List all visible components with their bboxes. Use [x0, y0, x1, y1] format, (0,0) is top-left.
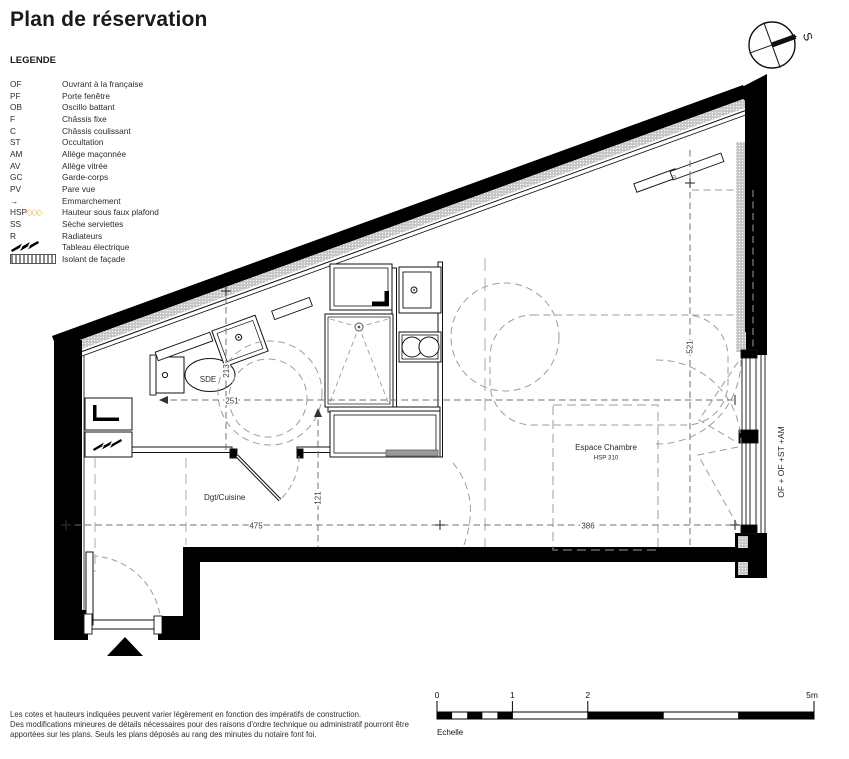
electrical-panel: [85, 432, 132, 457]
dim-label-475: 475: [249, 521, 263, 531]
dim-label-213: 213: [222, 364, 231, 378]
entry-jamb-right: [154, 616, 162, 634]
legend-label: Châssis coulissant: [62, 125, 131, 136]
jamb-insulation-bottom: [738, 562, 748, 575]
legend-label: Porte fenêtre: [62, 90, 110, 101]
legend-item: [10, 242, 240, 254]
window-type-label: OF + OF +ST +AM: [776, 426, 786, 498]
corner-box: [85, 398, 132, 430]
legend-abbr: R: [10, 230, 16, 241]
legend-label: Hauteur sous faux plafond: [62, 207, 159, 218]
room-label-bedroom: Espace Chambre: [575, 443, 637, 452]
turning-circle-center: [451, 283, 559, 391]
page-title: Plan de réservation: [10, 8, 208, 31]
radiator-2: [272, 297, 313, 319]
legend-item: [10, 195, 240, 207]
scale-tick-0: 0: [434, 690, 440, 700]
emmarchement-arrow-icon: →: [10, 195, 19, 206]
dim-arrow-251: [159, 396, 168, 404]
legend-item: [10, 207, 240, 219]
passage-swing: [453, 463, 470, 545]
legend-abbr: C: [10, 125, 16, 136]
legend-label: Emmarchement: [62, 195, 121, 206]
legend-label: Ouvrant à la française: [62, 78, 144, 89]
radiator-4: [670, 153, 724, 180]
dim-arrow-121: [314, 408, 322, 417]
dim-label-521: 521: [685, 340, 695, 354]
scale-tick-5m: 5m: [806, 690, 818, 700]
legend-abbr: GC: [10, 172, 23, 183]
window-top-block: [741, 350, 757, 358]
facade-insulation-icon: [10, 254, 56, 264]
legend-item: [10, 148, 240, 160]
legend-item: [10, 78, 240, 90]
entrance-arrow: [107, 637, 143, 656]
legend-label: Garde-corps: [62, 172, 109, 183]
window-head-insulation: [736, 332, 746, 352]
compass-needle: [772, 36, 795, 45]
scale-tick-2: 2: [585, 690, 591, 700]
right-wall-insulation: [736, 142, 745, 352]
footer-line-1: Les cotes et hauteurs indiquées peuvent varier légèrement en fonction des impératifs de construction.: [10, 710, 362, 719]
sde-door-swing: [280, 456, 299, 500]
legend-label: Isolant de façade: [62, 254, 126, 265]
legend-item: [10, 253, 240, 265]
legend-item: [10, 230, 240, 242]
left-bottom-corner-wall: [54, 610, 88, 640]
legend-label: Allège maçonnée: [62, 148, 127, 159]
legend-label: Sèche serviettes: [62, 219, 124, 230]
scale-caption: Echelle: [437, 728, 464, 737]
bottom-wall: [183, 547, 745, 562]
legend-item: [10, 90, 240, 102]
legend-label: Châssis fixe: [62, 113, 107, 124]
legend-heading: LEGENDE: [10, 55, 56, 66]
sde-door-jamb-right: [297, 449, 303, 458]
legend-abbr: ST: [10, 137, 21, 148]
legend-abbr: HSP: [10, 207, 28, 218]
room-label-sde: SDE: [199, 375, 217, 384]
scale-tick-1: 1: [510, 690, 515, 700]
legend-abbr: SS: [10, 219, 22, 230]
legend-item: [10, 101, 240, 113]
sde-door: [237, 456, 299, 500]
compass-south-label: S: [799, 30, 816, 43]
counter-handle: [386, 450, 438, 456]
legend-label: Pare vue: [62, 184, 96, 195]
left-wall: [54, 340, 82, 622]
kitchen-sink: [399, 267, 441, 313]
dim-label-386: 386: [581, 521, 595, 531]
legend-abbr: OF: [10, 78, 22, 89]
radiator-1: [155, 332, 213, 360]
legend-label: Radiateurs: [62, 230, 103, 241]
legend: [10, 55, 240, 265]
legend-abbr: PF: [10, 90, 21, 101]
window-casement-v2: [698, 447, 740, 530]
french-window: [739, 350, 765, 534]
entrance-door-swing: [92, 556, 161, 626]
legend-item: [10, 160, 240, 172]
legend-abbr: PV: [10, 184, 22, 195]
window-mullion-handle: [739, 430, 758, 443]
sde-door-jamb-left: [230, 449, 237, 458]
legend-item: [10, 125, 240, 137]
room-label-kitchen: Dgt/Cuisine: [204, 493, 246, 502]
window-bottom-block: [741, 525, 757, 534]
legend-item: [10, 218, 240, 230]
shower: [325, 314, 393, 407]
bed-outline: [490, 315, 728, 425]
hsp-diamonds-icon: ◇◇◇: [26, 206, 41, 217]
footer-line-3: apportées sur les plans. Seuls les plans déposés au rang des minutes du notaire font foi.: [10, 730, 317, 739]
legend-abbr: AV: [10, 160, 21, 171]
entry-jamb-left: [84, 614, 92, 634]
dim-label-121: 121: [313, 491, 323, 505]
legend-item: [10, 136, 240, 148]
legend-label: Allège vitrée: [62, 160, 108, 171]
entrance-door: [84, 552, 162, 634]
legend-label: Tableau électrique: [62, 242, 130, 253]
cooktop: [399, 332, 441, 362]
radiator-label: R: [671, 174, 678, 182]
footer-line-2: Des modifications mineures de détails nécessaires pour des raisons d'ordre technique ou administratif pourront être: [10, 720, 409, 729]
right-wall: [745, 90, 767, 355]
washbasin: [212, 315, 268, 366]
legend-abbr: AM: [10, 148, 23, 159]
wall-cabinet: [330, 264, 392, 310]
legend-abbr: OB: [10, 102, 22, 113]
legend-abbr: F: [10, 113, 16, 124]
footer-disclaimer: [10, 710, 430, 740]
legend-label: Oscillo battant: [62, 102, 115, 113]
sde-south-wall-left: [132, 447, 232, 453]
room-label-bedroom-hsp: HSP 310: [593, 454, 619, 462]
scale-bar: [435, 690, 818, 737]
espace-chambre-zone: [553, 405, 658, 550]
dim-label-251: 251: [225, 396, 239, 406]
kitchen-counter: [330, 411, 440, 457]
legend-item: [10, 172, 240, 184]
window-casement-v1: [699, 362, 738, 443]
compass: [741, 14, 815, 76]
legend-item: [10, 183, 240, 195]
legend-label: Occultation: [62, 137, 104, 148]
plan-labels: [200, 340, 786, 531]
legend-item: [10, 113, 240, 125]
electrical-panel-icon: [10, 241, 40, 253]
turning-circle-sde-inner: [229, 359, 307, 437]
jamb-insulation-top: [738, 536, 748, 548]
